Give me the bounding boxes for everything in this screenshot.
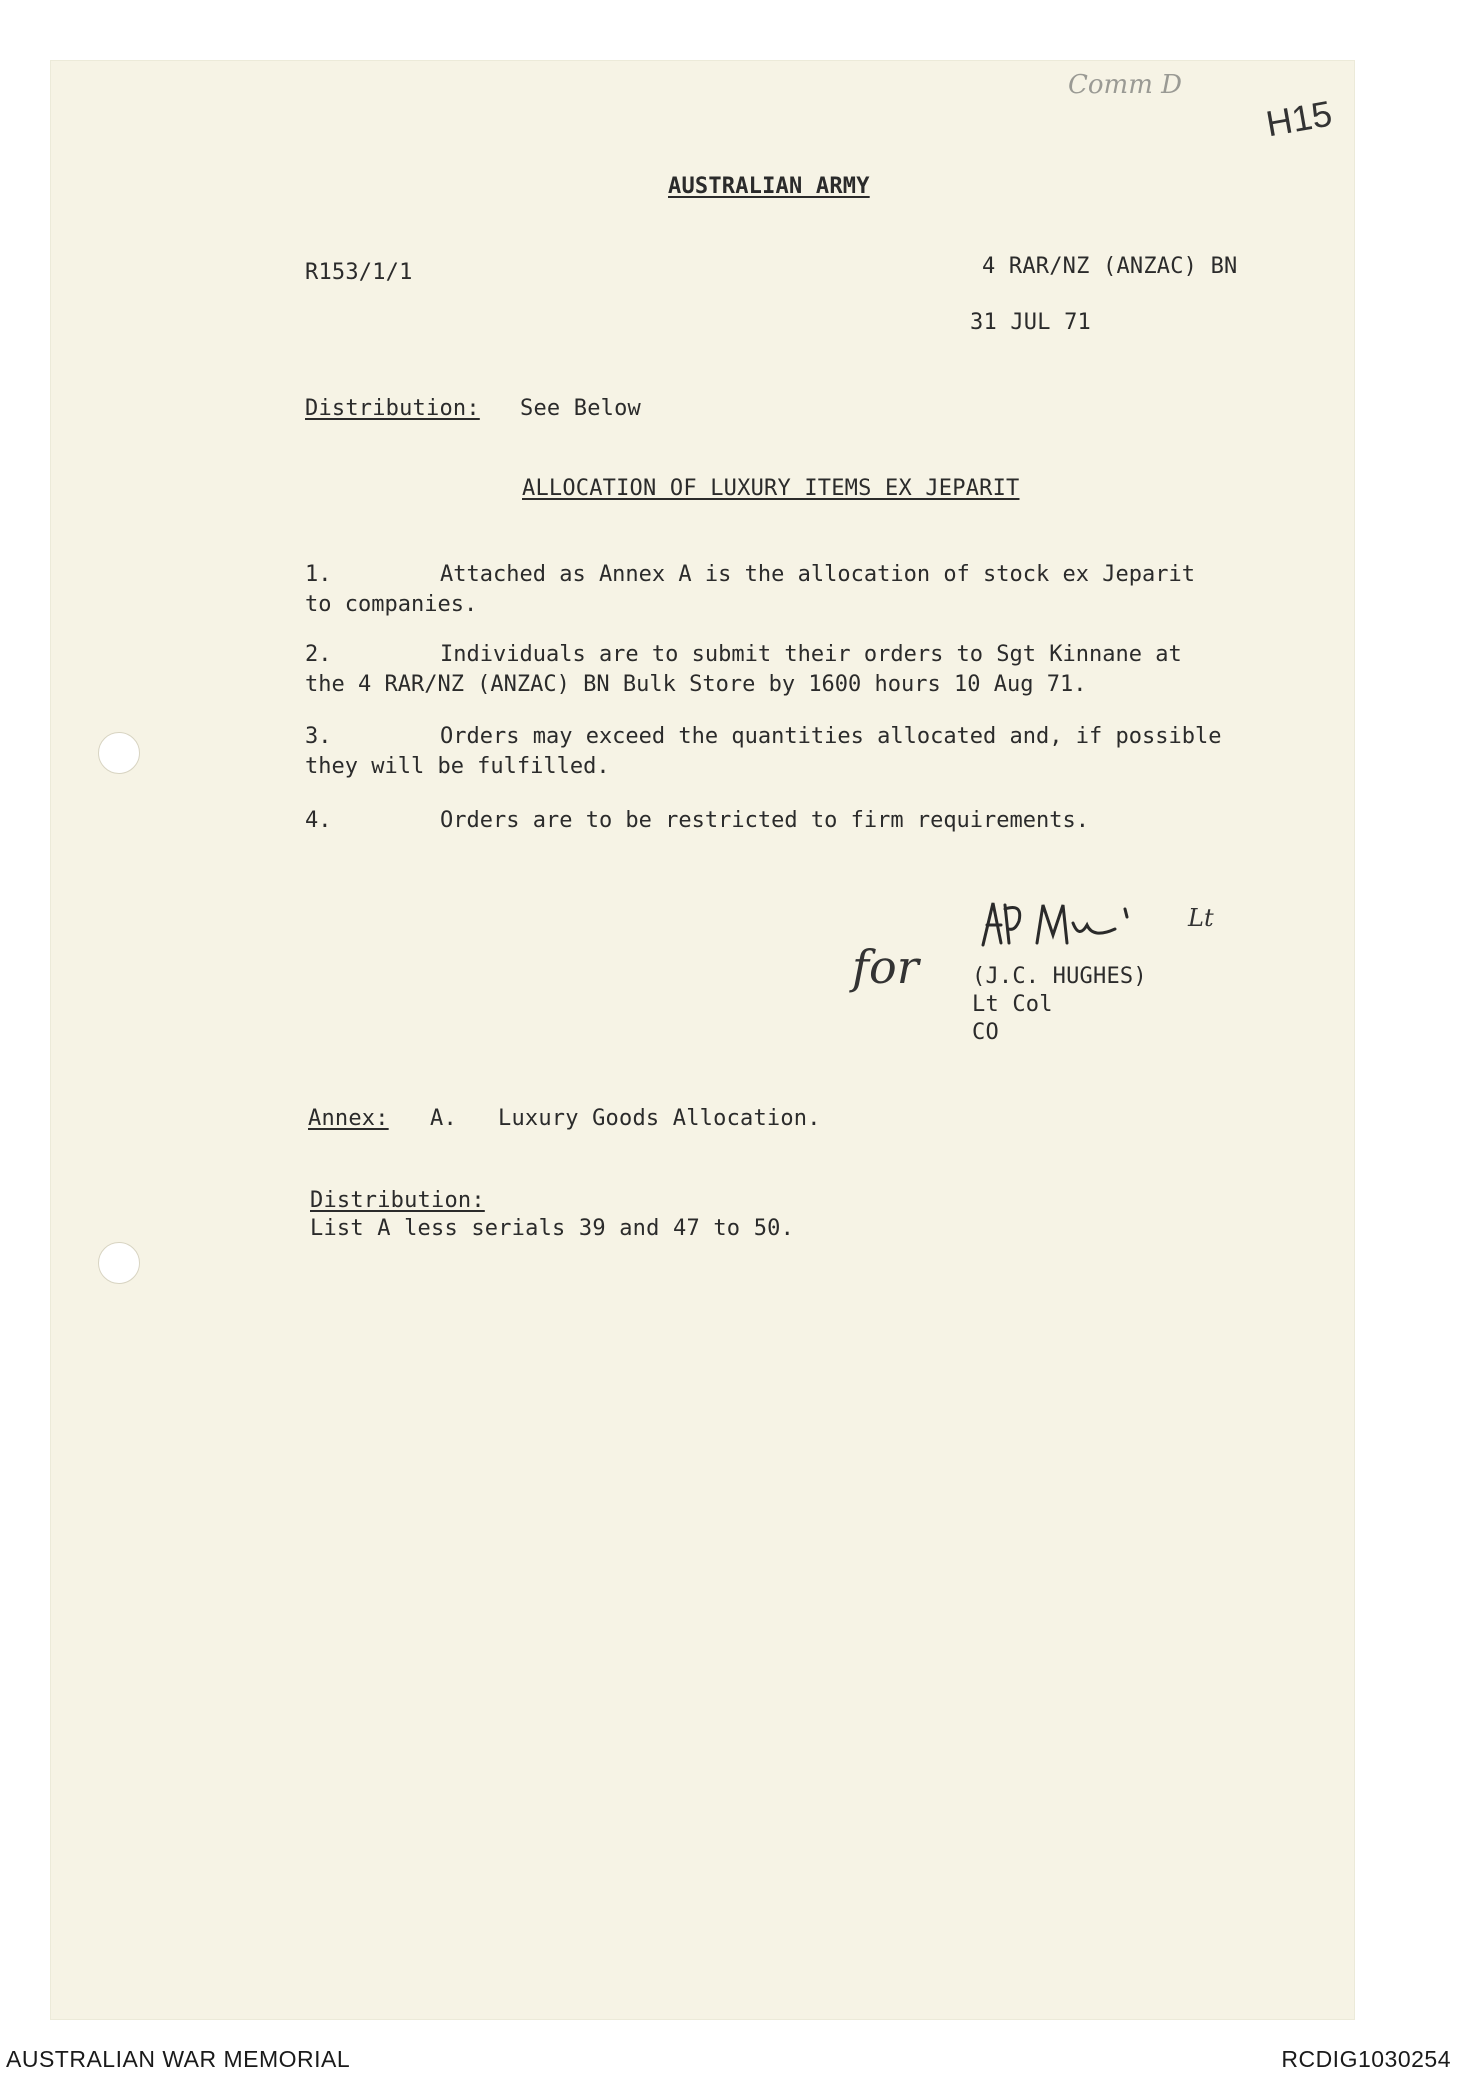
paragraph-number: 2. [305,642,332,667]
paragraph-number: 4. [305,808,332,833]
paragraph-1 [305,560,1195,620]
paragraph-2 [305,640,1182,700]
paragraph-text: the 4 RAR/NZ (ANZAC) BN Bulk Store by 1600 hours 10 Aug 71. [305,672,1087,697]
footer-source: AUSTRALIAN WAR MEMORIAL [6,2046,351,2072]
document-date: 31 JUL 71 [970,310,1092,335]
reference-number: R153/1/1 [305,260,413,285]
paragraph-text: to companies. [305,592,478,617]
page-mark: H15 [1262,92,1336,145]
pencil-note: Comm D [1068,70,1182,100]
paragraph-4 [305,806,1089,836]
paragraph-3 [305,722,1221,782]
distribution-bottom-label: Distribution: [310,1188,485,1213]
paragraph-text: Orders may exceed the quantities allocated and, if possible [440,724,1222,749]
footer-id: RCDIG1030254 [1281,2046,1451,2072]
annex-letter: A. [430,1106,457,1131]
signatory-appointment: CO [972,1020,999,1045]
punch-hole-bottom [98,1242,140,1284]
punch-hole-top [98,732,140,774]
signatory-rank: Lt Col [972,992,1053,1017]
paragraph-text: they will be fulfilled. [305,754,610,779]
paragraph-number: 1. [305,562,332,587]
distribution-value: See Below [520,396,642,421]
paragraph-text: Orders are to be restricted to firm requirements. [440,808,1090,833]
signature-for: for [852,940,919,994]
paragraph-text: Attached as Annex A is the allocation of stock ex Jeparit [440,562,1195,587]
handwritten-signature [975,895,1145,955]
signature-rank-mark: Lt [1188,904,1214,932]
document-title: AUSTRALIAN ARMY [668,174,870,199]
distribution-bottom-value: List A less serials 39 and 47 to 50. [310,1216,795,1241]
distribution-label: Distribution: [305,396,480,421]
signatory-name: (J.C. HUGHES) [972,964,1147,989]
paragraph-number: 3. [305,724,332,749]
paragraph-text: Individuals are to submit their orders to Sgt Kinnane at [440,642,1182,667]
document-page [50,60,1355,2020]
annex-title: Luxury Goods Allocation. [498,1106,821,1131]
unit-name: 4 RAR/NZ (ANZAC) BN [982,254,1238,279]
subject-heading: ALLOCATION OF LUXURY ITEMS EX JEPARIT [522,476,1020,501]
annex-label: Annex: [308,1106,389,1131]
